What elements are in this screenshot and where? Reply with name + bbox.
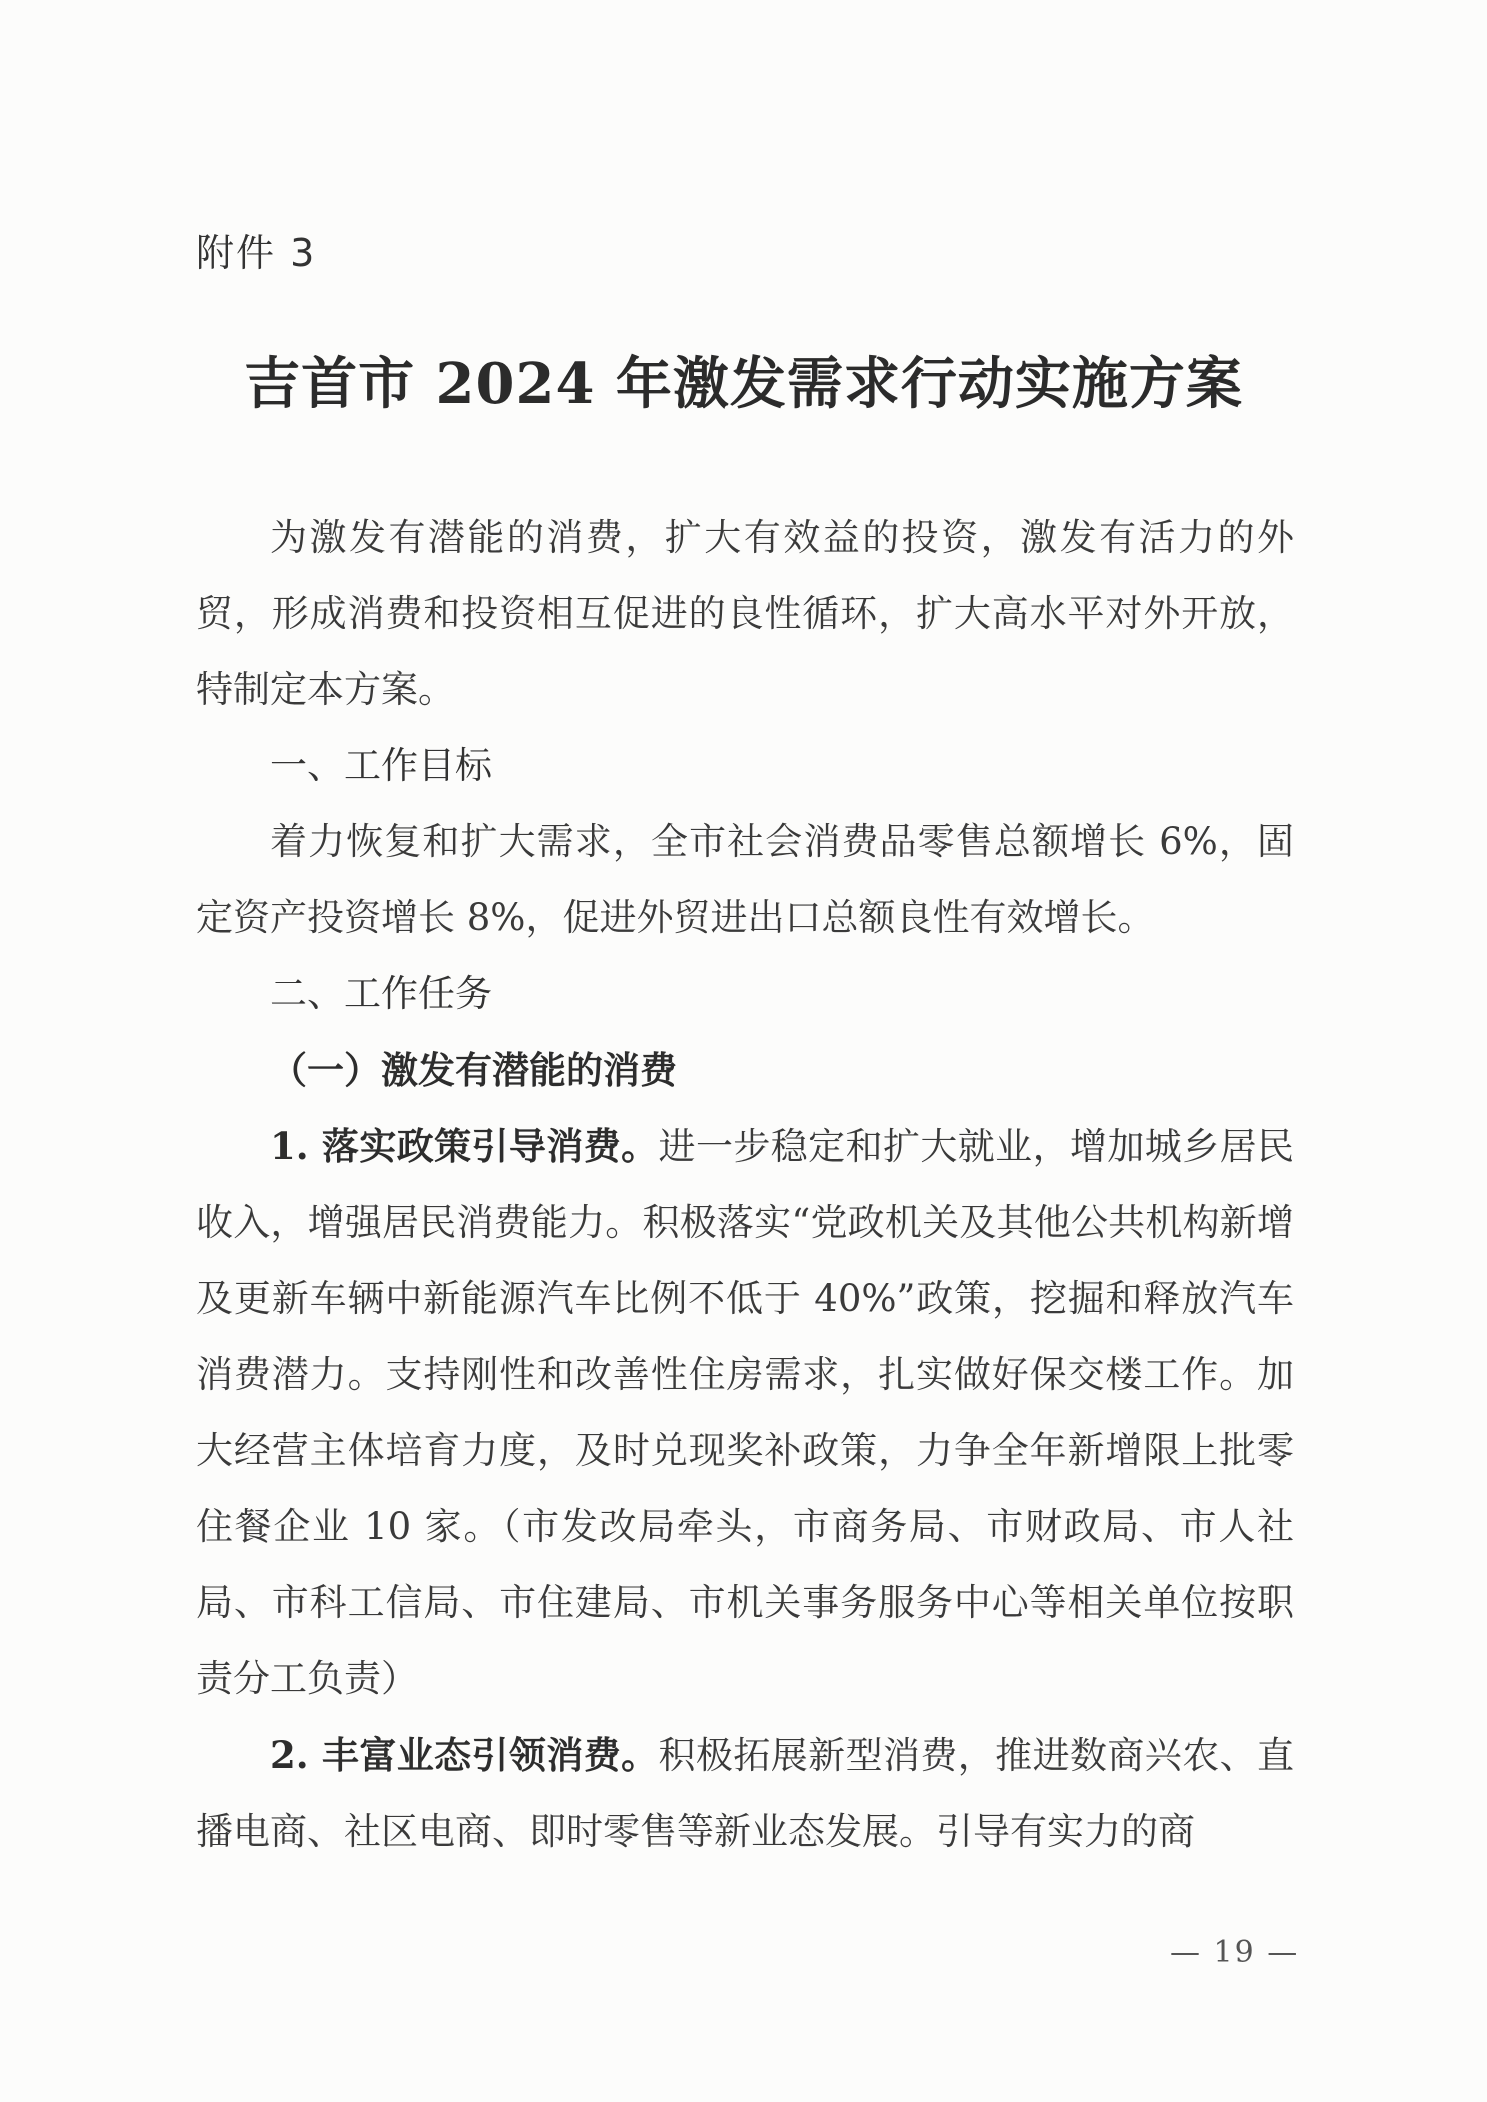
task-item-2-text: 积极拓展新型消费，推进数商兴农、直播电商、社区电商、即时零售等新业态发展。引导有实力的商 — [196, 1734, 1294, 1853]
section-heading-tasks: 二、工作任务 — [270, 972, 492, 1015]
task-item-2-lead: 2. 丰富业态引领消费。 — [270, 1733, 659, 1777]
attachment-label: 附件 3 — [196, 231, 317, 275]
document-title: 吉首市 2024 年激发需求行动实施方案 — [244, 351, 1243, 417]
task-item-2 — [196, 1717, 1294, 1870]
task-item-1-lead: 1. 落实政策引导消费。 — [270, 1124, 659, 1168]
task-item-1 — [196, 1108, 1294, 1717]
section-heading-goals: 一、工作目标 — [270, 744, 492, 787]
task-item-1-text: 进一步稳定和扩大就业，增加城乡居民收入，增强居民消费能力。积极落实“党政机关及其他公共机构新增及更新车辆中新能源汽车比例不低于 40%”政策，挖掘和释放汽车消费潜力。支持刚性和改善性住房需求，扎实做好保交楼工作。加大经营主体培育力度，及时兑现奖补政策，力争全年新增限上批零住餐企业 10 家。（市发改局牵头，市商务局、市财政局、市人社局、市科工信局、市住建局、市机关事务服务中心等相关单位按职责分工负责） — [196, 1125, 1294, 1700]
page-number: — 19 — — [1170, 1935, 1300, 1970]
subsection-heading-consumption: （一）激发有潜能的消费 — [270, 1048, 677, 1092]
goals-paragraph: 着力恢复和扩大需求，全市社会消费品零售总额增长 6%，固定资产投资增长 8%，促进外贸进出口总额良性有效增长。 — [196, 820, 1294, 939]
intro-paragraph: 为激发有潜能的消费，扩大有效益的投资，激发有活力的外贸，形成消费和投资相互促进的良性循环，扩大高水平对外开放，特制定本方案。 — [196, 516, 1294, 711]
document-body — [196, 500, 1294, 1870]
